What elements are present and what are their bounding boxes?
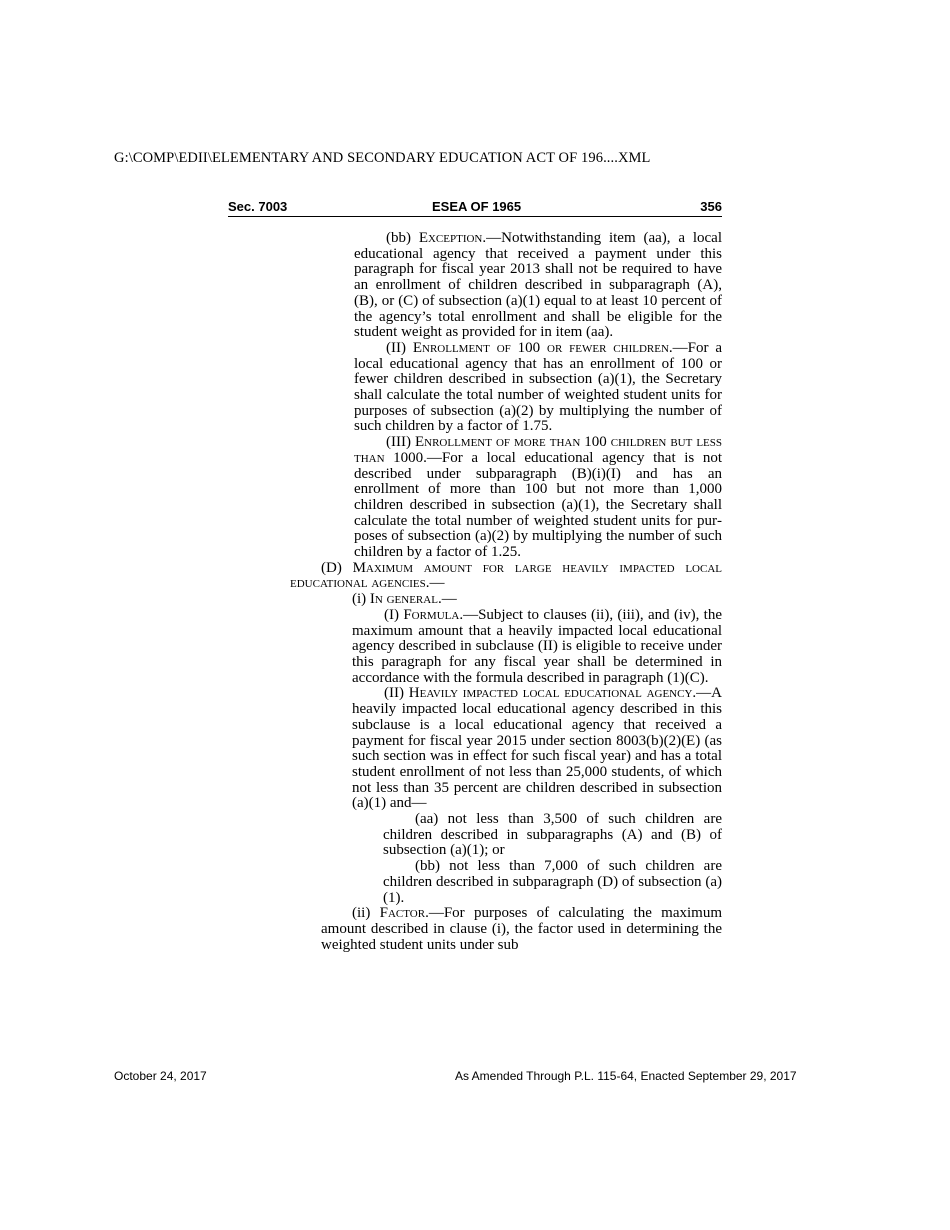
item-bb-exception	[354, 231, 722, 341]
item-prefix: (III)	[386, 434, 415, 451]
item-body: .—For purposes of calculating the maximum amount described in clause (i), the factor used in determining the weighted student units under sub	[321, 905, 722, 953]
footer-date: October 24, 2017	[114, 1069, 207, 1083]
item-body: .—For a local educational agency that is not described under subparagraph (B)(i)(I) and has an enrollment of more than 100 but not more than 1,000 children described in subsection (a)(1), the Secretary shall calculate the total number of weighted student units for purposes of subsection (a)(2) by multiplying the number of such children by a factor of 1.25.	[354, 449, 722, 561]
item-heading: Formula	[403, 606, 460, 623]
item-heading: Exception	[418, 230, 483, 246]
clause-i-in-general	[321, 592, 722, 608]
footer-amended-note: As Amended Through P.L. 115-64, Enacted September 29, 2017	[455, 1069, 797, 1083]
item-heading: Enrollment of more than 100 children but less than 1000	[354, 434, 722, 466]
statute-text	[290, 231, 722, 953]
subclause-I-formula	[352, 608, 722, 687]
item-bb-7000	[383, 859, 722, 906]
item-body: .—Subject to clauses (ii), (iii), and (iv), the maximum amount that a heavily impacted local educational agency described in subclause (II) is eligible to receive under this paragraph for any fiscal year shall be determined in accordance with the formula described in paragraph (1)(C).	[352, 606, 722, 686]
item-body: .—A heavily impacted local educational agency described in this subclause is a local educational agency that received a payment for fiscal year 2015 under section 8003(b)(2)(E) (as such section was in effect for such fiscal year) and has a total student enrollment of not less than 25,000 students, of which not less than 35 percent are children described in subsection (a)(1) and—	[352, 685, 723, 812]
item-heading: Enrollment of 100 or fewer children	[412, 339, 669, 356]
item-heading: Factor	[379, 905, 426, 922]
item-aa-3500	[383, 812, 722, 859]
page-number: 356	[700, 199, 722, 214]
item-prefix: (II)	[386, 339, 413, 356]
item-body: .—Notwithstanding item (aa), a local educational agency that received a payment under this paragraph for fiscal year 2013 shall not be required to have an enrollment of children described in subparagraph (A), (B), or (C) of subsection (a)(1) equal to at least 10 percent of the agency’s total enrollment and shall be eligible for the student weight as provided for in item (aa).	[354, 230, 722, 341]
item-body: (aa) not less than 3,500 of such children are children described in subparagraphs (A) and (B) of subsection (a)(1); or	[383, 811, 722, 859]
item-heading: Heavily impacted local educational agency	[408, 685, 693, 702]
item-body: .—	[425, 575, 445, 592]
subparagraph-D-maximum-amount	[290, 561, 722, 592]
item-prefix: (D)	[321, 559, 353, 576]
running-head	[228, 198, 722, 217]
item-prefix: (i)	[352, 591, 370, 608]
act-title: ESEA OF 1965	[432, 199, 522, 214]
item-heading: Maximum amount for large heavily impacted local educational agencies	[290, 559, 723, 592]
item-prefix: (I)	[384, 606, 404, 623]
subclause-II-enrollment-100	[354, 341, 722, 435]
subclause-II-heavily-impacted	[352, 686, 722, 812]
clause-ii-factor	[321, 906, 722, 953]
item-body: .—For a local educational agency that has an enrollment of 100 or fewer children described in subsection (a)(1), the Secretary shall calculate the total number of weighted student units for purposes of subsection (a)(2) by multiplying the number of such children by a factor of 1.75.	[354, 339, 723, 435]
section-number: Sec. 7003	[228, 199, 288, 214]
item-prefix: (ii)	[352, 905, 380, 922]
item-prefix: (II)	[384, 685, 409, 702]
file-path-header: G:\COMP\EDII\ELEMENTARY AND SECONDARY EDUCATION ACT OF 196....XML	[114, 150, 651, 166]
item-prefix: (bb)	[386, 230, 419, 246]
item-body: .—	[437, 591, 457, 608]
subclause-III-enrollment-more-100	[354, 435, 722, 561]
item-heading: In general	[369, 591, 438, 608]
item-body: (bb) not less than 7,000 of such children are children described in subparagraph (D) of subsection (a)(1).	[383, 858, 722, 906]
